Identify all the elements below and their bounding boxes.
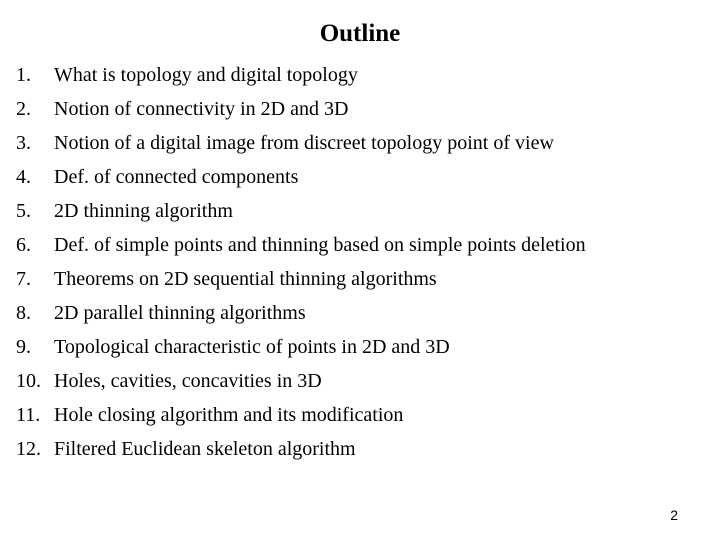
item-number: 4.	[16, 166, 31, 188]
item-text: Def. of connected components	[54, 166, 299, 188]
item-text: Filtered Euclidean skeleton algorithm	[54, 438, 356, 460]
item-text: Notion of a digital image from discreet topology point of view	[54, 132, 554, 154]
item-number: 11.	[16, 404, 41, 426]
item-text: Holes, cavities, concavities in 3D	[54, 370, 322, 392]
item-text: Hole closing algorithm and its modification	[54, 404, 404, 426]
item-number: 5.	[16, 200, 31, 222]
item-number: 2.	[16, 98, 31, 120]
item-number: 1.	[16, 64, 31, 86]
outline-list	[16, 58, 586, 466]
outline-item-4	[16, 160, 586, 194]
page-number: 2	[670, 507, 678, 523]
item-number: 12.	[16, 438, 41, 460]
slide-title	[0, 16, 720, 52]
outline-item-10	[16, 364, 586, 398]
outline-item-12	[16, 432, 586, 466]
outline-item-1	[16, 58, 586, 92]
item-text: 2D parallel thinning algorithms	[54, 302, 306, 324]
item-text: 2D thinning algorithm	[54, 200, 233, 222]
item-text: Topological characteristic of points in 2D and 3D	[54, 336, 450, 358]
item-text: Theorems on 2D sequential thinning algorithms	[54, 268, 437, 290]
item-text: Notion of connectivity in 2D and 3D	[54, 98, 349, 120]
item-text: What is topology and digital topology	[54, 64, 358, 86]
slide-title-text: Outline	[319, 20, 401, 47]
outline-item-2	[16, 92, 586, 126]
outline-item-7	[16, 262, 586, 296]
item-number: 9.	[16, 336, 31, 358]
item-number: 8.	[16, 302, 31, 324]
outline-item-8	[16, 296, 586, 330]
item-number: 10.	[16, 370, 41, 392]
item-number: 6.	[16, 234, 31, 256]
outline-item-6	[16, 228, 586, 262]
outline-item-11	[16, 398, 586, 432]
outline-item-5	[16, 194, 586, 228]
item-text: Def. of simple points and thinning based on simple points deletion	[54, 234, 586, 256]
outline-item-3	[16, 126, 586, 160]
item-number: 7.	[16, 268, 31, 290]
outline-item-9	[16, 330, 586, 364]
item-number: 3.	[16, 132, 31, 154]
